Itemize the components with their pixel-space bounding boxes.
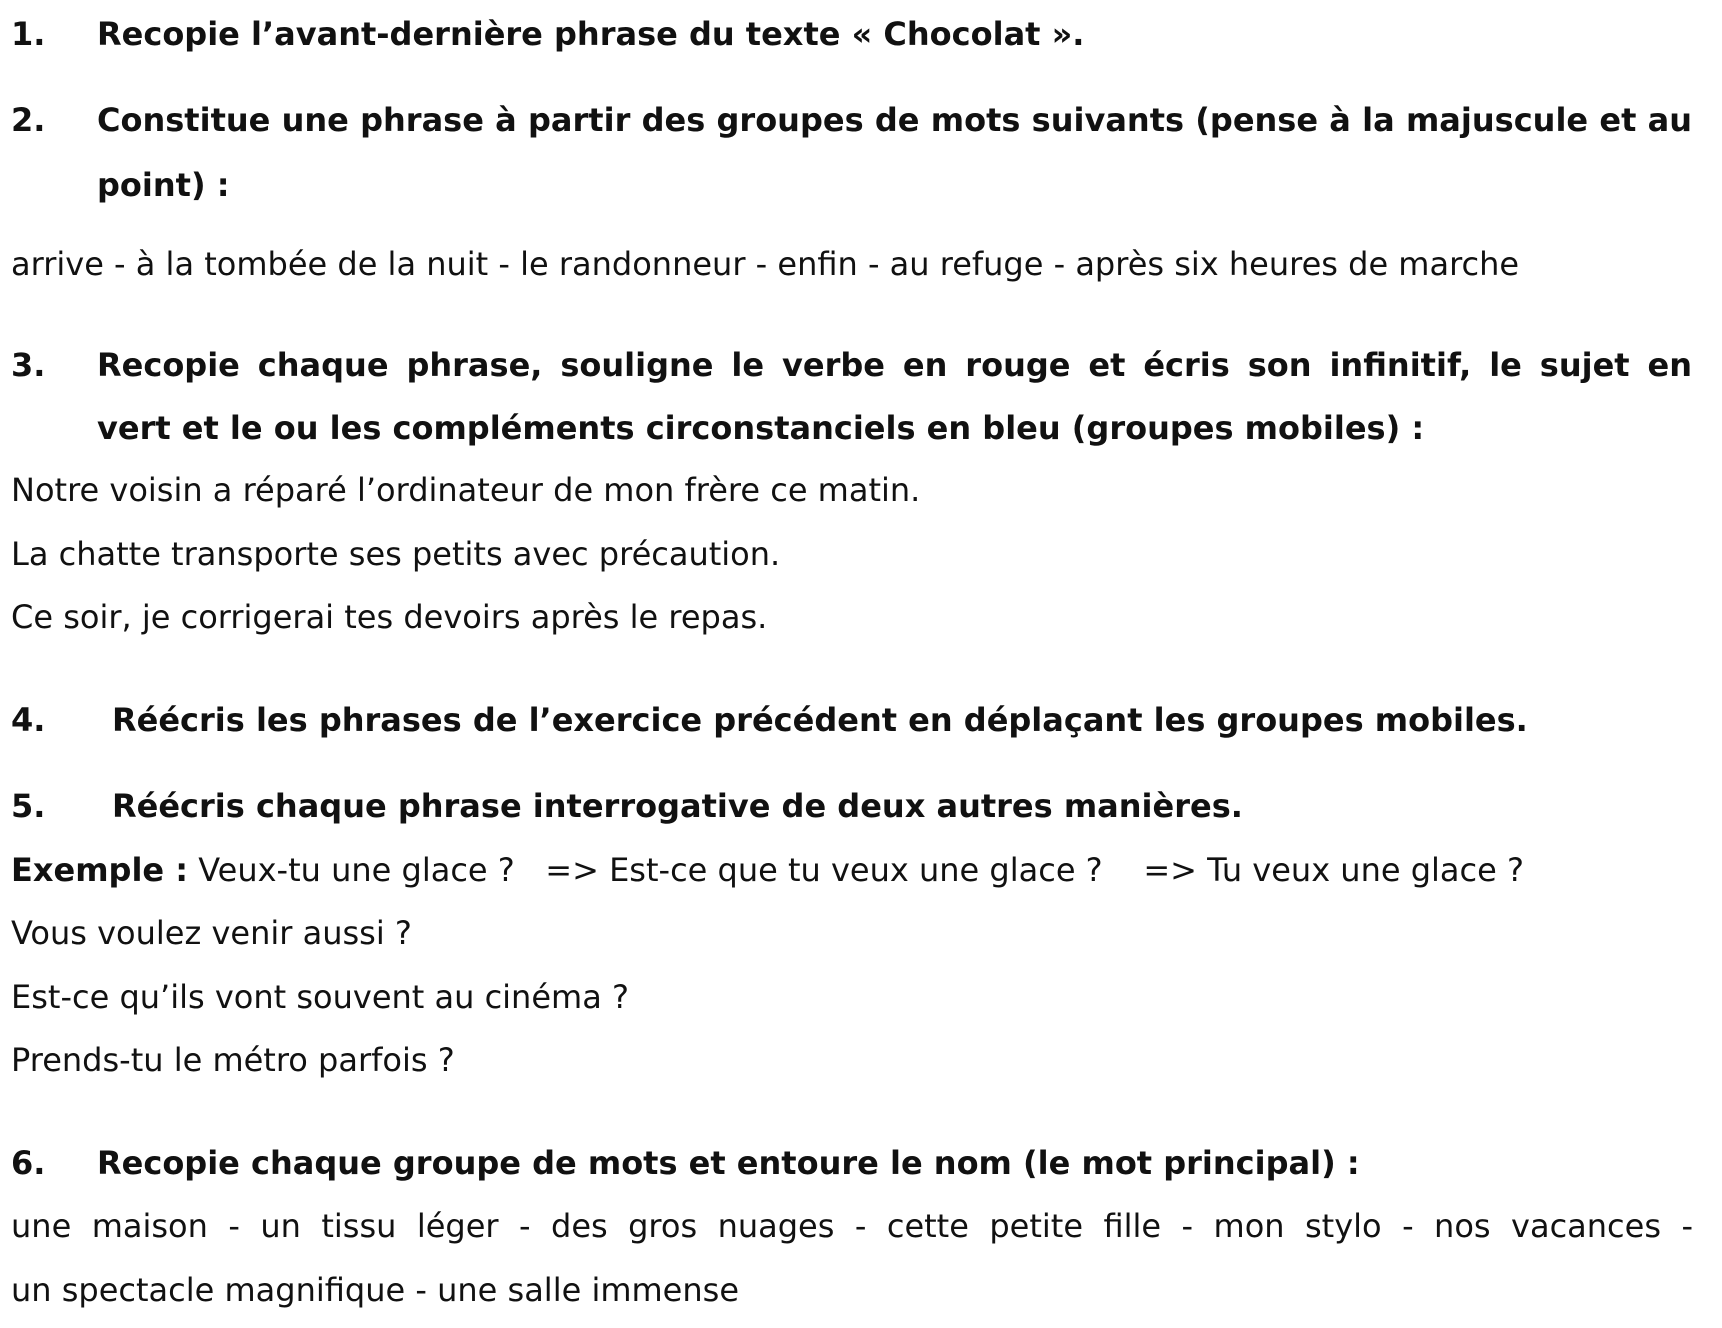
exercise-instruction-line-2: vert et le ou les compléments circonstanciels en bleu (groupes mobiles) :	[97, 409, 1425, 447]
exercise-number: 6.	[11, 1144, 46, 1182]
example-text: Veux-tu une glace ? => Est-ce que tu veux une glace ? => Tu veux une glace ?	[198, 851, 1524, 889]
word-groups-line-2: un spectacle magnifique - une salle immense	[11, 1271, 739, 1309]
exercise-number: 1.	[11, 15, 46, 53]
exercise-instruction-line-1: Recopie chaque phrase, souligne le verbe en rouge et écris son infinitif, le sujet en	[97, 346, 1692, 384]
sentence: La chatte transporte ses petits avec précaution.	[11, 535, 781, 573]
exercise-instruction: Réécris les phrases de l’exercice précédent en déplaçant les groupes mobiles.	[112, 701, 1528, 739]
sentence: Notre voisin a réparé l’ordinateur de mon frère ce matin.	[11, 471, 921, 509]
example-label: Exemple :	[11, 851, 189, 889]
exercise-instruction-line-2: point) :	[97, 166, 230, 204]
sentence: Prends-tu le métro parfois ?	[11, 1041, 455, 1079]
sentence: Vous voulez venir aussi ?	[11, 914, 412, 952]
example-line	[11, 850, 1524, 890]
exercise-number: 2.	[11, 101, 46, 139]
exercise-number: 5.	[11, 787, 46, 825]
exercise-number: 3.	[11, 346, 46, 384]
exercise-instruction: Réécris chaque phrase interrogative de deux autres manières.	[112, 787, 1243, 825]
word-groups: arrive - à la tombée de la nuit - le randonneur - enfin - au refuge - après six heures de marche	[11, 245, 1520, 283]
exercise-instruction-line-1: Constitue une phrase à partir des groupes de mots suivants (pense à la majuscule et au	[97, 101, 1692, 139]
exercise-instruction: Recopie chaque groupe de mots et entoure le nom (le mot principal) :	[97, 1144, 1360, 1182]
sentence: Est-ce qu’ils vont souvent au cinéma ?	[11, 978, 629, 1016]
exercise-instruction: Recopie l’avant-dernière phrase du texte « Chocolat ».	[97, 15, 1085, 53]
sentence: Ce soir, je corrigerai tes devoirs après le repas.	[11, 598, 768, 636]
exercise-number: 4.	[11, 701, 46, 739]
word-groups-line-1: une maison - un tissu léger - des gros nuages - cette petite fille - mon stylo - nos vacances -	[11, 1207, 1693, 1245]
